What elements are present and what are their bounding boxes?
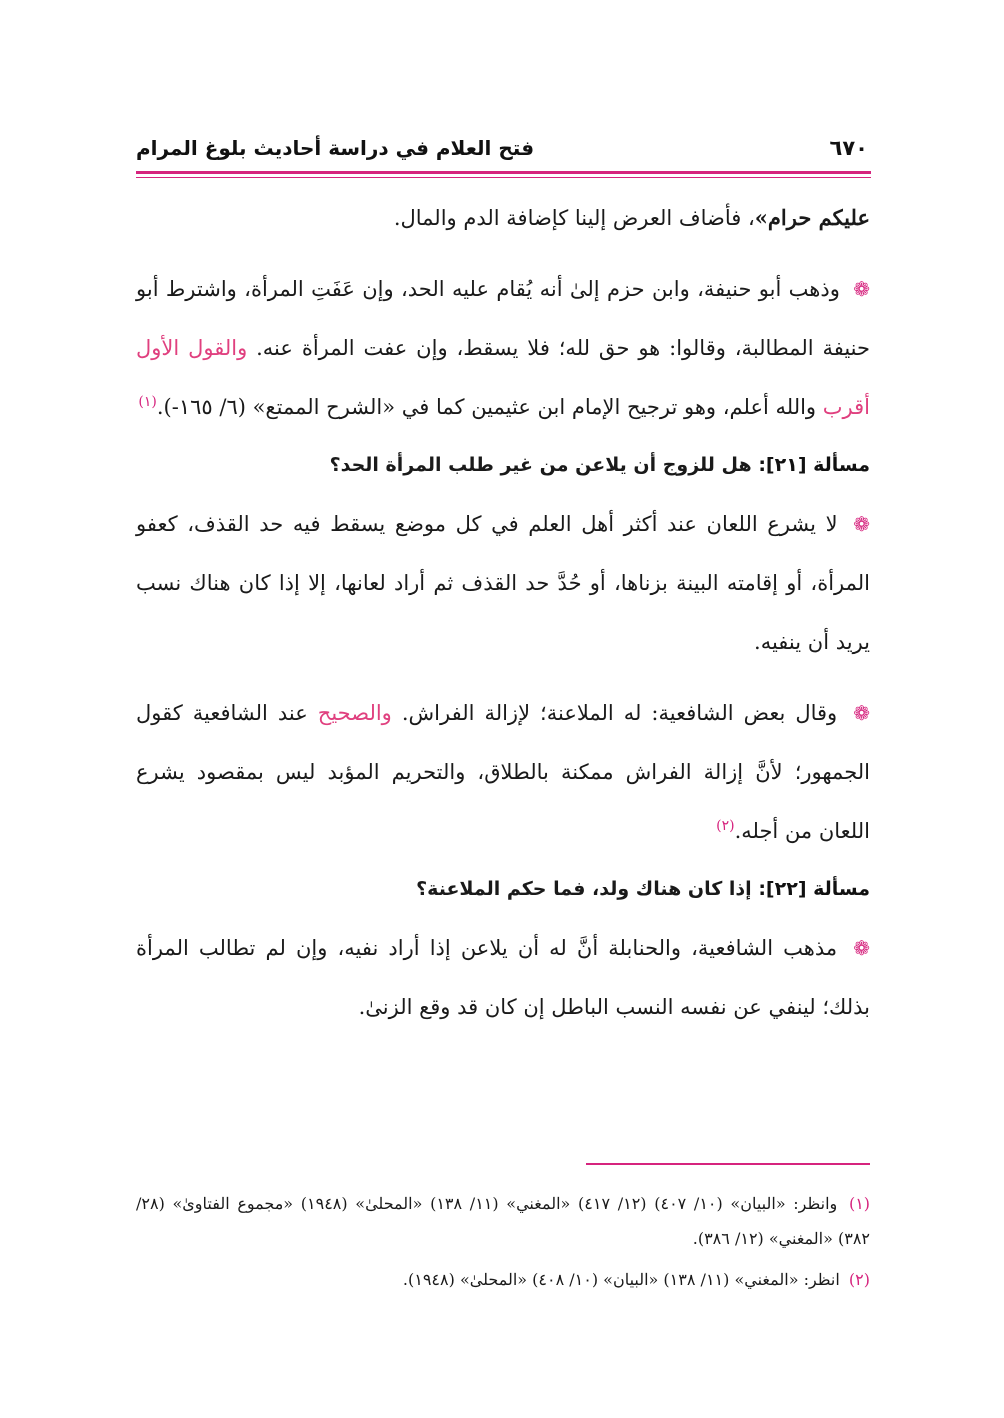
highlight-correct-opinion: والصحيح (317, 701, 392, 725)
paragraph-2-text-a: وذهب أبو حنيفة، وابن حزم إلىٰ أنه يُقام عليه الحد، وإن عَفَتِ المرأة، واشترط أبو حنيفة المطالبة، وقالوا: هو حق لله؛ فلا يسقط، وإن عفت المرأة عنه. (136, 277, 870, 360)
paragraph-1 (136, 188, 870, 248)
quote-end-bold: عليكم حرام» (754, 205, 870, 230)
paragraph-3-text: لا يشرع اللعان عند أكثر أهل العلم في كل موضع يسقط فيه حد القذف، كعفو المرأة، أو إقامته البينة بزناها، أو حُدَّ حد القذف ثم أراد لعانها، إلا إذا كان هناك نسب يريد أن ينفيه. (136, 512, 870, 654)
paragraph-4-text-a: وقال بعض الشافعية: له الملاعنة؛ لإزالة الفراش. (401, 701, 838, 725)
footnote-ref-1[interactable]: (١) (138, 394, 157, 410)
footnote-1 (136, 1186, 870, 1256)
question-21-text: هل للزوج أن يلاعن من غير طلب المرأة الحد؟ (329, 454, 752, 476)
flower-icon: ❁ (853, 936, 870, 960)
paragraph-4 (136, 684, 870, 861)
flower-icon: ❁ (853, 701, 870, 725)
question-21-label: مسألة [٢١]: (758, 454, 870, 476)
paragraph-4-text-b: عند الشافعية كقول الجمهور؛ لأنَّ إزالة الفراش ممكنة بالطلاق، والتحريم المؤبد ليس بمقصود يشرع اللعان من أجله. (136, 701, 870, 843)
question-22-text: إذا كان هناك ولد، فما حكم الملاعنة؟ (416, 878, 752, 900)
flower-icon: ❁ (853, 277, 870, 301)
footnote-separator (586, 1163, 870, 1165)
highlight-preferred-opinion: والقول الأول أقرب (136, 336, 870, 419)
paragraph-2-text-b: والله أعلم، وهو ترجيح الإمام ابن عثيمين كما في «الشرح الممتع» (٦/ ١٦٥-). (156, 395, 817, 419)
footnotes (136, 1186, 870, 1303)
flower-icon: ❁ (853, 512, 870, 536)
paragraph-2 (136, 260, 870, 437)
footnote-2-number: (٢) (848, 1270, 870, 1289)
running-title: فتح العلام في دراسة أحاديث بلوغ المرام (136, 136, 535, 160)
footnote-1-number: (١) (848, 1194, 871, 1213)
footnote-1-text: وانظر: «البيان» (١٠/ ٤٠٧) (١٢/ ٤١٧) «المغني» (١١/ ١٣٨) «المحلىٰ» (١٩٤٨) «مجموع الفتاوىٰ» (٢٨/ ٣٨٢) «المغني» (١٢/ ٣٨٦). (136, 1194, 870, 1248)
question-22-label: مسألة [٢٢]: (758, 878, 870, 900)
question-21 (136, 441, 870, 489)
footnote-ref-2[interactable]: (٢) (716, 818, 735, 834)
paragraph-3 (136, 495, 870, 672)
question-22 (136, 865, 870, 913)
main-content (136, 188, 870, 1037)
header-rule-thick (136, 171, 871, 174)
paragraph-1-text: ، فأضاف العرض إلينا كإضافة الدم والمال. (393, 206, 755, 230)
footnote-2-text: انظر: «المغني» (١١/ ١٣٨) «البيان» (١٠/ ٤٠٨) «المحلىٰ» (١٩٤٨). (402, 1270, 840, 1289)
page-header (136, 128, 868, 168)
page-number: ٦٧٠ (829, 136, 868, 160)
header-rule-thin (136, 177, 871, 178)
paragraph-5-text: مذهب الشافعية، والحنابلة أنَّ له أن يلاعن إذا أراد نفيه، وإن لم تطالب المرأة بذلك؛ لينفي عن نفسه النسب الباطل إن كان قد وقع الزنىٰ. (136, 936, 870, 1019)
footnote-2 (136, 1262, 870, 1297)
paragraph-5 (136, 919, 870, 1037)
